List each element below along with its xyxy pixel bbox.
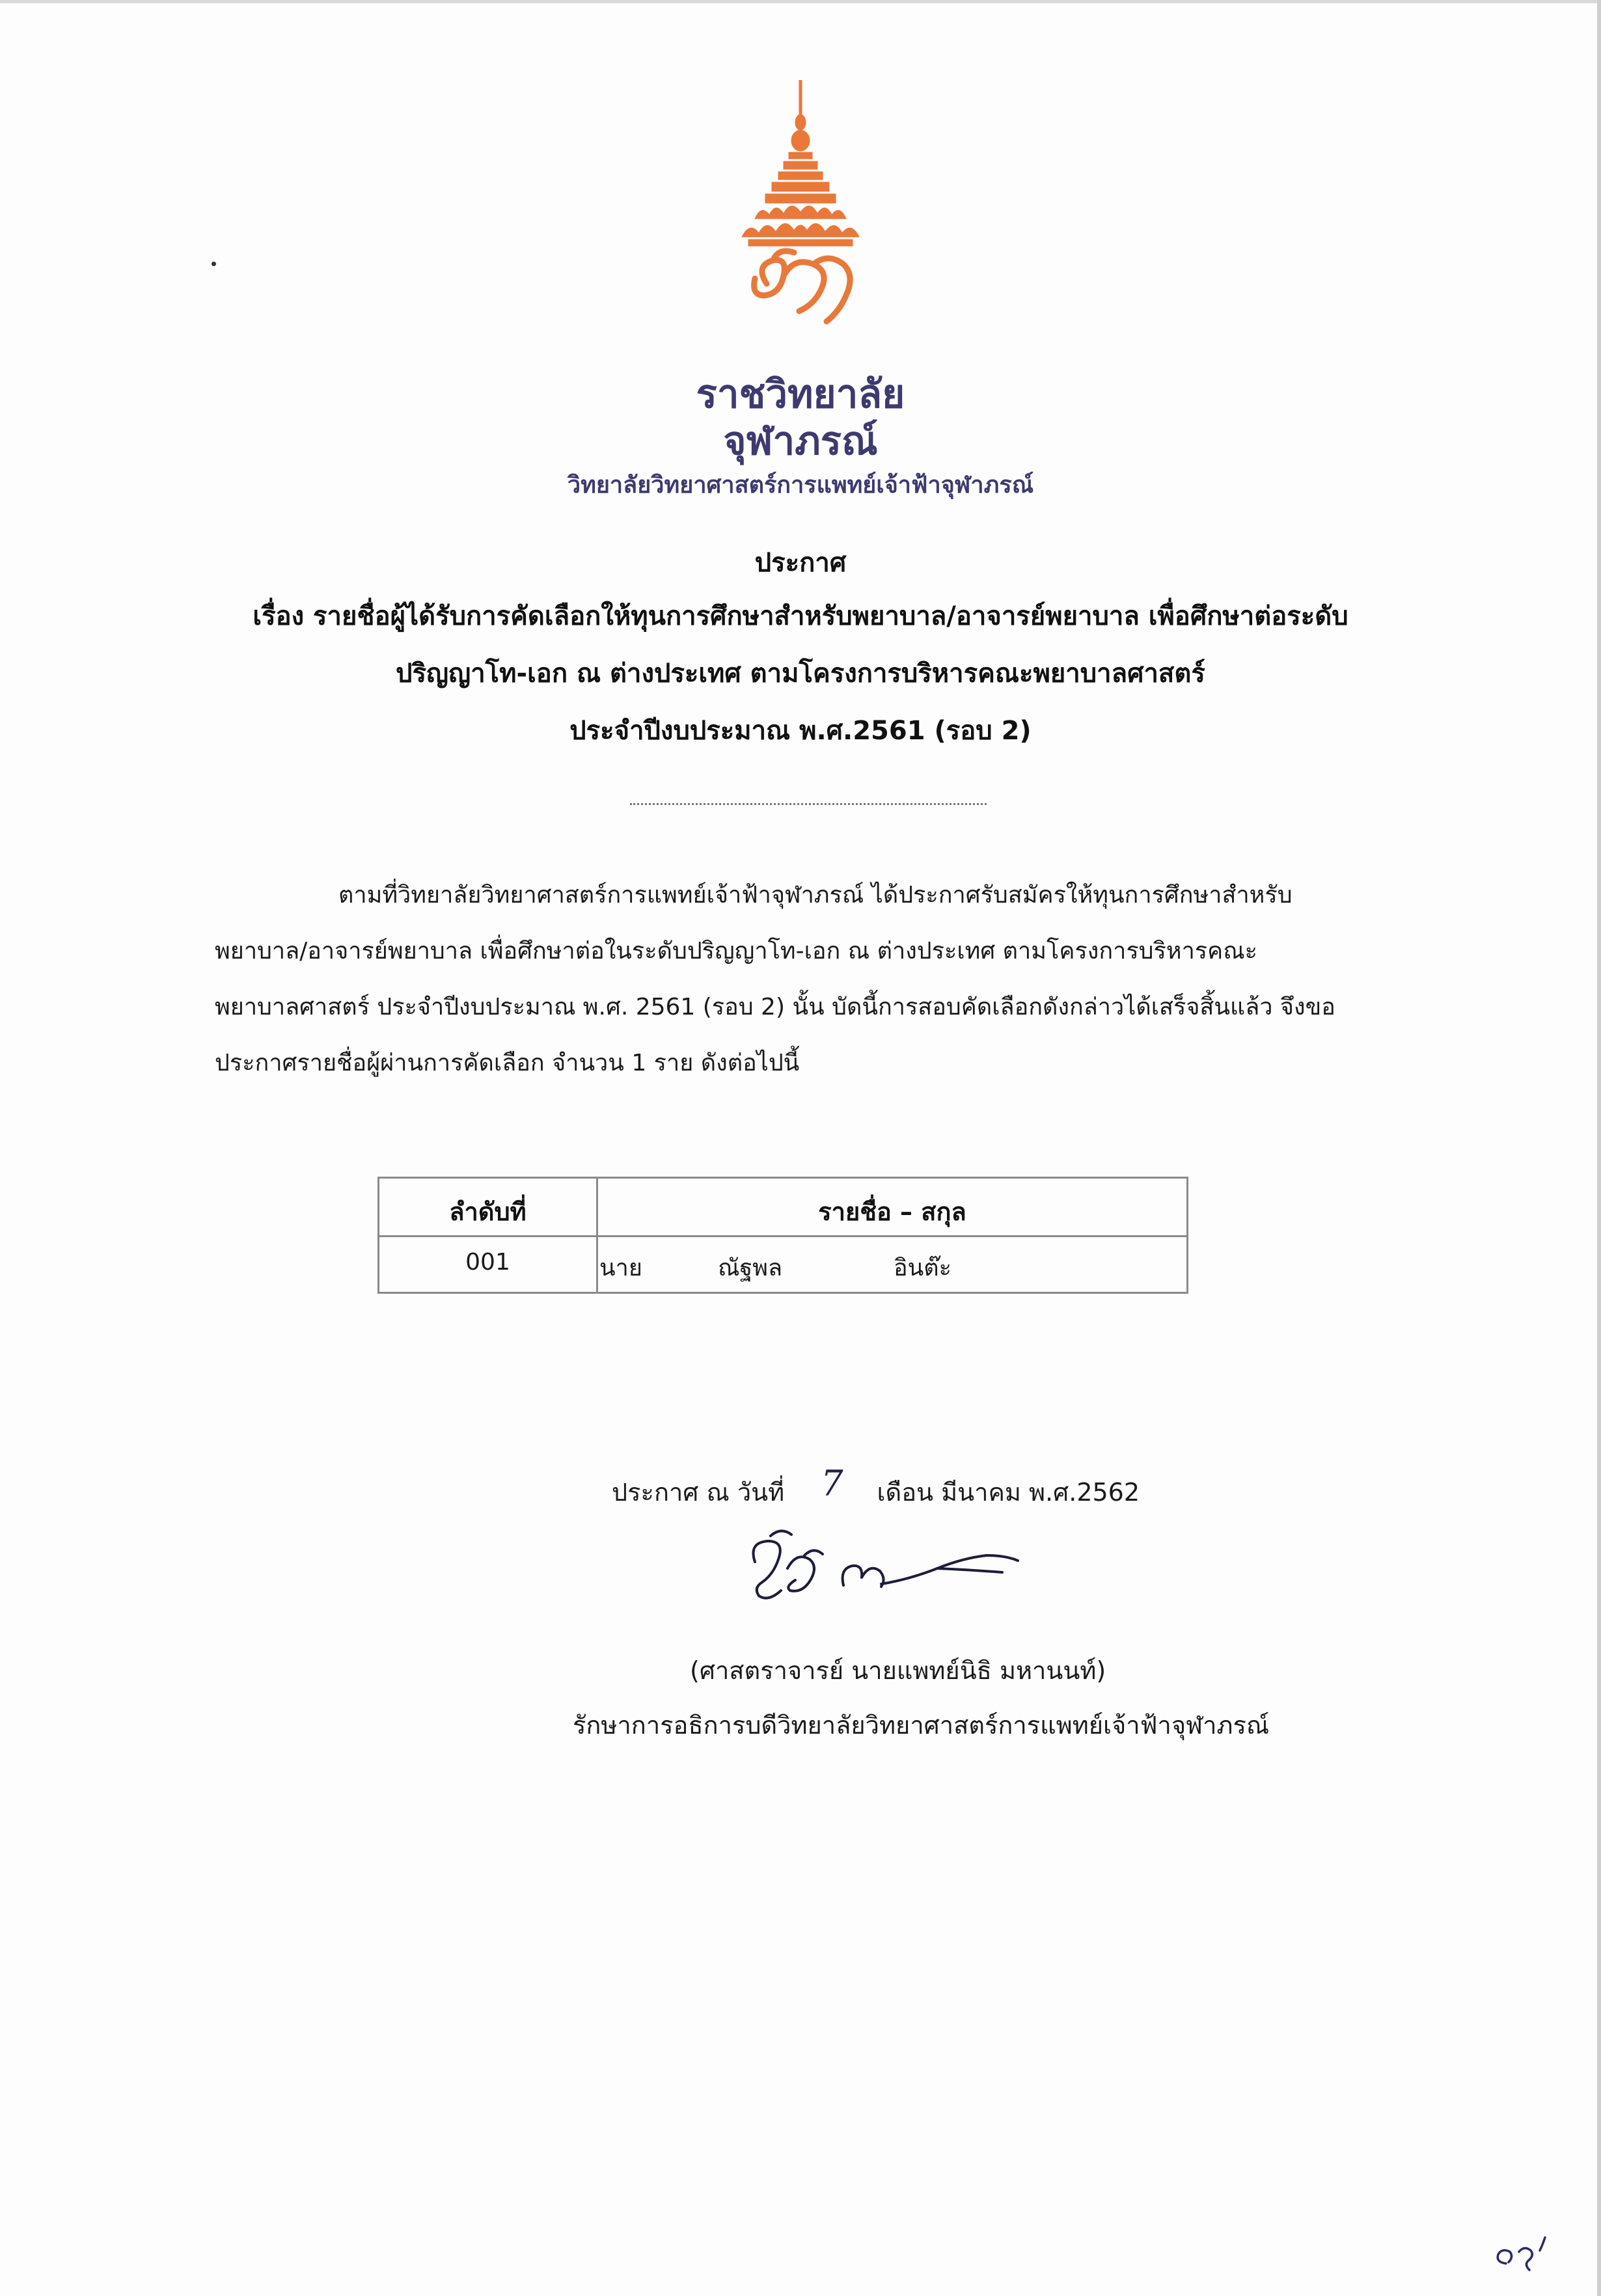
cell-last-name: อินต๊ะ — [894, 1255, 951, 1281]
cell-first-name: ณัฐพล — [718, 1255, 783, 1281]
body-line-4: ประกาศรายชื่อผู้ผ่านการคัดเลือก จำนวน 1 ราย ดังต่อไปนี้ — [215, 1050, 800, 1076]
selected-candidates-table — [377, 1177, 1188, 1294]
announcement-subject-line1: เรื่อง รายชื่อผู้ได้รับการคัดเลือกให้ทุนการศึกษาสำหรับพยาบาล/อาจารย์พยาบาล เพื่อศึกษาต่อระดับ — [253, 601, 1348, 631]
date-day-handwritten: 7 — [821, 1463, 843, 1504]
body-line-1: ตามที่วิทยาลัยวิทยาศาสตร์การแพทย์เจ้าฟ้าจุฬาภรณ์ ได้ประกาศรับสมัครให้ทุนการศึกษาสำหรับ — [338, 882, 1293, 909]
header-order-number: ลำดับที่ — [449, 1197, 527, 1226]
header-full-name: รายชื่อ – สกุล — [818, 1197, 966, 1226]
cell-name-prefix: นาย — [599, 1255, 642, 1281]
cell-order-number: 001 — [465, 1249, 510, 1276]
institution-subtitle: วิทยาลัยวิทยาศาสตร์การแพทย์เจ้าฟ้าจุฬาภรณ์ — [567, 472, 1034, 499]
date-prefix: ประกาศ ณ วันที่ — [612, 1478, 785, 1507]
announcement-date — [612, 1463, 1140, 1512]
scan-speck — [212, 262, 216, 266]
scan-right-edge — [1597, 0, 1601, 2296]
scan-top-edge — [0, 0, 1601, 3]
date-month-year: เดือน มีนาคม พ.ศ.2562 — [877, 1478, 1140, 1507]
handwritten-page-mark-icon — [1490, 2232, 1562, 2278]
table-header-row — [379, 1179, 1186, 1237]
signer-name: (ศาสตราจารย์ นายแพทย์นิธิ มหานนท์) — [690, 1656, 1106, 1685]
table-row — [379, 1237, 1186, 1294]
institution-name-line2: จุฬาภรณ์ — [723, 418, 878, 464]
announcement-title: ประกาศ — [754, 548, 847, 578]
dotted-divider — [630, 803, 987, 805]
body-line-3: พยาบาลศาสตร์ ประจำปีงบประมาณ พ.ศ. 2561 (รอบ 2) นั้น บัดนี้การสอบคัดเลือกดังกล่าวได้เสร็จสิ้นแล้ว จึงขอ — [215, 994, 1335, 1020]
announcement-subject-line3: ประจำปีงบประมาณ พ.ศ.2561 (รอบ 2) — [569, 716, 1032, 746]
handwritten-signature-icon — [742, 1523, 1028, 1607]
institution-name-line1: ราชวิทยาลัย — [696, 372, 905, 417]
signer-title: รักษาการอธิการบดีวิทยาลัยวิทยาศาสตร์การแพทย์เจ้าฟ้าจุฬาภรณ์ — [573, 1711, 1270, 1740]
royal-crown-emblem-icon — [716, 77, 885, 337]
body-line-2: พยาบาล/อาจารย์พยาบาล เพื่อศึกษาต่อในระดับปริญญาโท-เอก ณ ต่างประเทศ ตามโครงการบริหารคณะ — [215, 938, 1257, 964]
announcement-subject-line2: ปริญญาโท-เอก ณ ต่างประเทศ ตามโครงการบริหารคณะพยาบาลศาสตร์ — [396, 659, 1205, 689]
